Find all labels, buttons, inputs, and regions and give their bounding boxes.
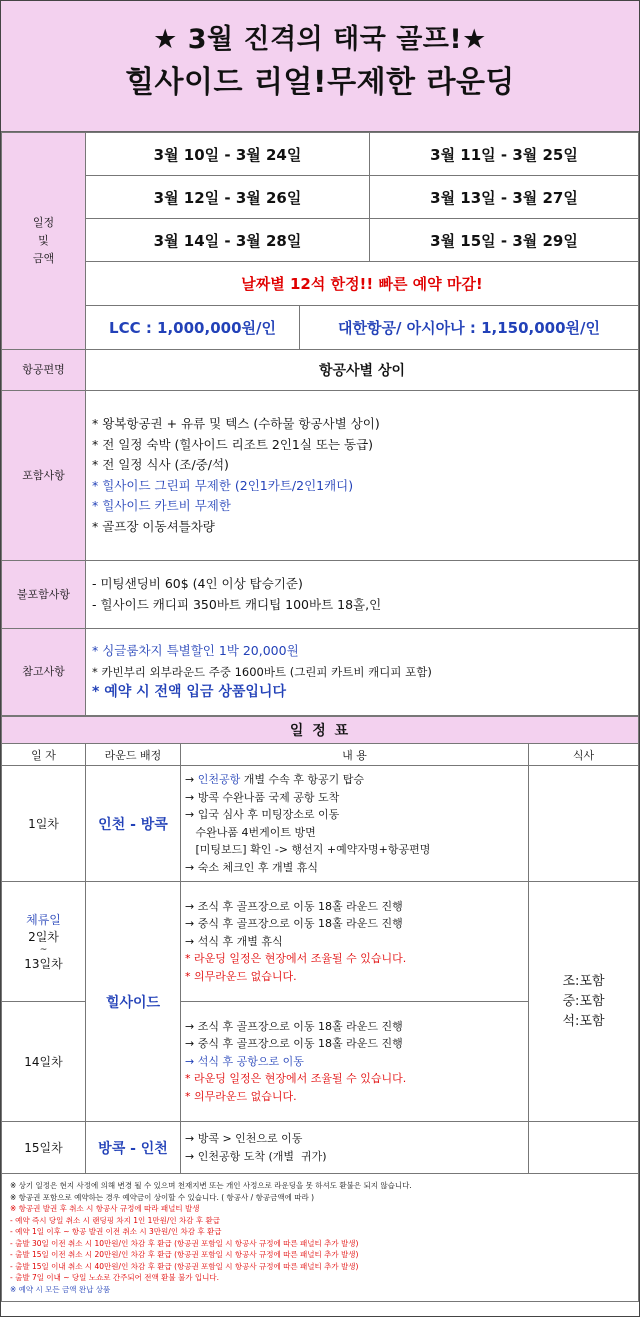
included-item: * 왕복항공권 + 유류 및 텍스 (수하물 항공사별 상이)	[92, 416, 380, 431]
pricing-label-3: 금액	[32, 252, 55, 265]
notes-item: * 싱글룸차지 특별할인 1박 20,000원	[92, 643, 299, 659]
detail-day-1	[181, 766, 529, 882]
day-end: 13일차	[24, 957, 63, 971]
header-content: 내 용	[181, 744, 529, 766]
detail-line: → 조식 후 골프장으로 이동 18홀 라운드 진행	[185, 899, 403, 913]
pricing-label-1: 일정	[32, 216, 55, 229]
day-2-13	[2, 882, 86, 1002]
pricing-label	[2, 133, 86, 350]
stay-days-label: 체류일	[26, 913, 61, 927]
footer-line: - 출발 15일 이전 취소 시 20만원/인 차감 후 환급 (항공권 포함일 시 항공사 규정에 따른 패널티 추가 발생)	[10, 1250, 359, 1259]
date-range: 3월 13일 - 3월 27일	[370, 176, 639, 219]
incheon-airport: 인천공항	[197, 773, 241, 786]
meal-empty	[529, 1122, 639, 1174]
detail-day-2	[181, 882, 529, 1002]
notes-item: * 예약 시 전액 입금 상품입니다	[92, 684, 286, 701]
detail-line: → 중식 후 골프장으로 이동 18홀 라운드 진행	[185, 1037, 403, 1051]
excluded-item: - 미팅샌딩비 60$ (4인 이상 탑승기준)	[92, 576, 303, 591]
footer-line: - 예약 즉시 당일 취소 시 랜딩핑 차지 1인 1만원/인 차감 후 환급	[10, 1215, 221, 1225]
footer-notes	[2, 1174, 639, 1302]
detail-line: → 조식 후 골프장으로 이동 18홀 라운드 진행	[185, 1019, 403, 1033]
detail-line: → 인천공항 도착 (개별 귀가)	[185, 1149, 327, 1163]
date-range: 3월 15일 - 3월 29일	[370, 219, 639, 262]
title-line-1: ★ 3월 진격의 태국 골프!★	[153, 24, 487, 55]
included-item: * 힐사이드 그린피 무제한 (2인1카트/2인1캐디)	[92, 477, 354, 493]
title-line-2: 힐사이드 리얼!무제한 라운딩	[125, 65, 515, 100]
day-15: 15일차	[2, 1122, 86, 1174]
included-item: * 골프장 이동셔틀차량	[92, 518, 215, 534]
detail-day-15	[181, 1122, 529, 1174]
detail-line: [미팅보드] 확인 -> 행선지 +예약자명+항공편명	[185, 843, 431, 856]
detail-line: 수완나품 4번게이트 방면	[185, 825, 316, 839]
detail-line: * 라운딩 일정은 현장에서 조율될 수 있습니다.	[185, 952, 407, 966]
date-range: 3월 11일 - 3월 25일	[370, 133, 639, 176]
meals	[529, 882, 639, 1122]
date-range: 3월 14일 - 3월 28일	[86, 219, 370, 262]
day-1: 1일차	[2, 766, 86, 882]
meal-lunch: 중:포함	[562, 993, 605, 1009]
included-list	[86, 391, 639, 561]
route-hillside: 힐사이드	[86, 882, 181, 1122]
date-range: 3월 12일 - 3월 26일	[86, 176, 370, 219]
seat-limit-notice: 날짜별 12석 한정!! 빠른 예약 마감!	[86, 262, 639, 306]
day-14: 14일차	[2, 1002, 86, 1122]
detail-line: → 석식 후 공항으로 이동	[185, 1054, 304, 1068]
header-day: 일 자	[2, 744, 86, 766]
footer-line: - 예약 1일 이후 ~ 항공 발권 이전 취소 시 3만원/인 차감 후 환급	[10, 1227, 222, 1236]
included-label: 포함사항	[2, 391, 86, 561]
footer-line: - 출발 30일 이전 취소 시 10만원/인 차감 후 환급 (항공권 포함일 시 항공사 규정에 따른 패널티 추가 발생)	[10, 1238, 359, 1248]
detail-line: → 입국 심사 후 미팅장소로 이동	[185, 808, 340, 821]
detail-line: → 방콕 > 인천으로 이동	[185, 1132, 303, 1145]
detail-line	[185, 771, 528, 789]
included-item: * 힐사이드 카트비 무제한	[92, 498, 231, 513]
title-banner	[1, 1, 639, 132]
notes-list	[86, 629, 639, 716]
included-item: * 전 일정 식사 (조/중/석)	[92, 457, 229, 472]
notes-label: 참고사항	[2, 629, 86, 716]
detail-text: 개별 수속 후 항공기 탑승	[240, 773, 364, 786]
detail-line: * 의무라운드 없습니다.	[185, 1089, 297, 1103]
footer-line: - 출발 15일 이내 취소 시 40만원/인 차감 후 환급 (항공권 포함일 시 항공사 규정에 따른 패널티 추가 발생)	[10, 1261, 359, 1271]
footer-line: ※ 상기 일정은 현지 사정에 의해 변경 될 수 있으며 천재지변 또는 개인 사정으로 라운딩을 못 하셔도 환불은 되지 않습니다.	[10, 1181, 412, 1190]
schedule-table	[1, 716, 639, 1302]
header-route: 라운드 배정	[86, 744, 181, 766]
day-tilde: ~	[39, 945, 48, 955]
footer-line: ※ 항공권 포함으로 예약하는 경우 예약금이 상이할 수 있습니다. ( 항공사 / 항공금액에 따라 )	[10, 1192, 314, 1202]
meal-breakfast: 조:포함	[562, 973, 605, 989]
footer-line: ※ 항공권 발권 후 취소 시 항공사 규정에 따라 패널티 발생	[10, 1204, 200, 1213]
schedule-title: 일 정 표	[2, 717, 639, 744]
airline-label: 항공편명	[2, 350, 86, 391]
detail-line: * 의무라운드 없습니다.	[185, 969, 297, 983]
footer-line: - 출발 7일 이내 ~ 당일 노쇼로 간주되어 전액 환불 불가 입니다.	[10, 1273, 220, 1282]
airline-value: 항공사별 상이	[86, 350, 639, 391]
included-item: * 전 일정 숙박 (힐사이드 리조트 2인1실 또는 동급)	[92, 436, 374, 452]
detail-line: → 중식 후 골프장으로 이동 18홀 라운드 진행	[185, 917, 403, 931]
pricing-label-2: 및	[38, 234, 49, 247]
excluded-label: 불포함사항	[2, 561, 86, 629]
detail-day-14	[181, 1002, 529, 1122]
date-range: 3월 10일 - 3월 24일	[86, 133, 370, 176]
excluded-item: - 힐사이드 캐디피 350바트 캐디팁 100바트 18홀,인	[92, 596, 382, 612]
route-day-1: 인천 - 방콕	[86, 766, 181, 882]
meal-empty	[529, 766, 639, 882]
excluded-list	[86, 561, 639, 629]
price-full-service: 대한항공/ 아시아나 : 1,150,000원/인	[300, 306, 639, 350]
arrow: →	[185, 773, 198, 786]
day-start: 2일차	[28, 930, 59, 944]
header-meal: 식사	[529, 744, 639, 766]
detail-line: * 라운딩 일정은 현장에서 조율될 수 있습니다.	[185, 1072, 407, 1086]
footer-line: ※ 예약 시 모든 금액 완납 상품	[10, 1284, 111, 1294]
detail-line: → 방콕 수완나품 국제 공항 도착	[185, 790, 340, 804]
notes-item: * 카빈부리 외부라운드 주중 1600바트 (그린피 카트비 캐디피 포함)	[92, 664, 432, 679]
detail-line: → 숙소 체크인 후 개별 휴식	[185, 860, 318, 874]
route-day-15: 방콕 - 인천	[86, 1122, 181, 1174]
meal-dinner: 석:포함	[562, 1013, 605, 1029]
info-table	[1, 132, 639, 716]
detail-line: → 석식 후 개별 휴식	[185, 934, 283, 948]
price-lcc: LCC : 1,000,000원/인	[86, 306, 300, 350]
